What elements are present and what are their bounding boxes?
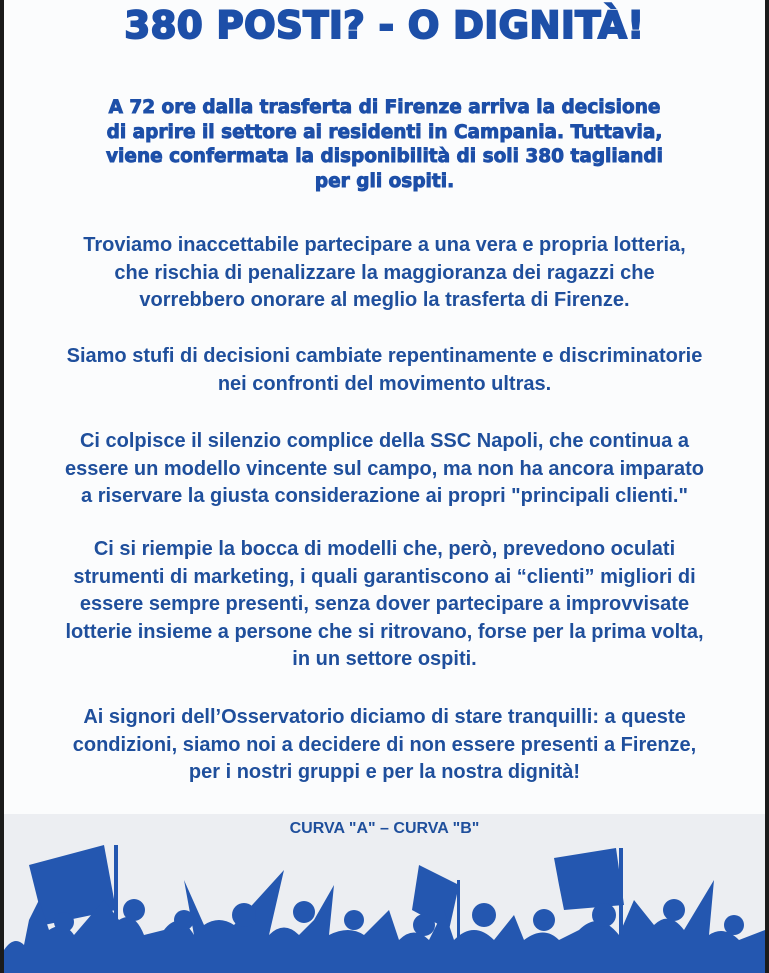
paragraph-osservatorio bbox=[4, 704, 765, 787]
text-line: in un settore ospiti. bbox=[292, 648, 477, 670]
text-line: per gli ospiti. bbox=[314, 170, 455, 192]
text-line: Siamo stufi di decisioni cambiate repentinamente e discriminatorie bbox=[66, 345, 703, 367]
text-line: Troviamo inaccettabile partecipare a una vera e propria lotteria, bbox=[83, 234, 686, 256]
text-line: lotterie insieme a persone che si ritrovano, forse per la prima volta, bbox=[65, 620, 704, 643]
flag-right bbox=[554, 848, 624, 910]
paragraph-decisions bbox=[4, 343, 765, 398]
text-line: nei confronti del movimento ultras. bbox=[217, 372, 552, 395]
paragraph-intro bbox=[4, 96, 765, 194]
poster bbox=[4, 0, 765, 973]
text-line: a riservare la giusta considerazione ai propri "principali clienti." bbox=[81, 485, 688, 507]
text-line: essere un modello vincente sul campo, ma non ha ancora imparato bbox=[64, 457, 705, 480]
text-line: strumenti di marketing, i quali garantiscono ai “clienti” migliori di bbox=[73, 565, 696, 588]
text-line: di aprire il settore ai residenti in Campania. Tuttavia, bbox=[106, 121, 663, 143]
signature: CURVA "A" – CURVA "B" bbox=[289, 820, 480, 837]
text-line: condizioni, siamo noi a decidere di non essere presenti a Firenze, bbox=[72, 733, 697, 756]
crowd bbox=[4, 870, 765, 973]
text-line: essere sempre presenti, senza dover partecipare a improvvisate bbox=[79, 593, 690, 615]
text-line: viene confermata la disponibilità di soli 380 tagliandi bbox=[106, 146, 663, 167]
text-line: Ci colpisce il silenzio complice della SSC Napoli, che continua a bbox=[79, 430, 690, 452]
text-line: A 72 ore dalla trasferta di Firenze arriva la decisione bbox=[108, 97, 661, 118]
text-line: vorrebbero onorare al meglio la trasferta di Firenze. bbox=[139, 289, 630, 311]
paragraph-ssc-napoli bbox=[4, 428, 765, 511]
poster-title: 380 POSTI? - O DIGNITÀ! bbox=[124, 4, 645, 47]
crowd-silhouette-illustration bbox=[4, 840, 765, 973]
text-line: che rischia di penalizzare la maggioranza dei ragazzi che bbox=[114, 261, 655, 284]
text-line: Ai signori dell’Osservatorio diciamo di stare tranquilli: a queste bbox=[83, 706, 686, 728]
paragraph-lottery bbox=[4, 232, 765, 315]
paragraph-marketing bbox=[4, 536, 765, 674]
text-line: Ci si riempie la bocca di modelli che, però, prevedono oculati bbox=[93, 538, 676, 560]
text-line: per i nostri gruppi e per la nostra dignità! bbox=[188, 761, 581, 783]
